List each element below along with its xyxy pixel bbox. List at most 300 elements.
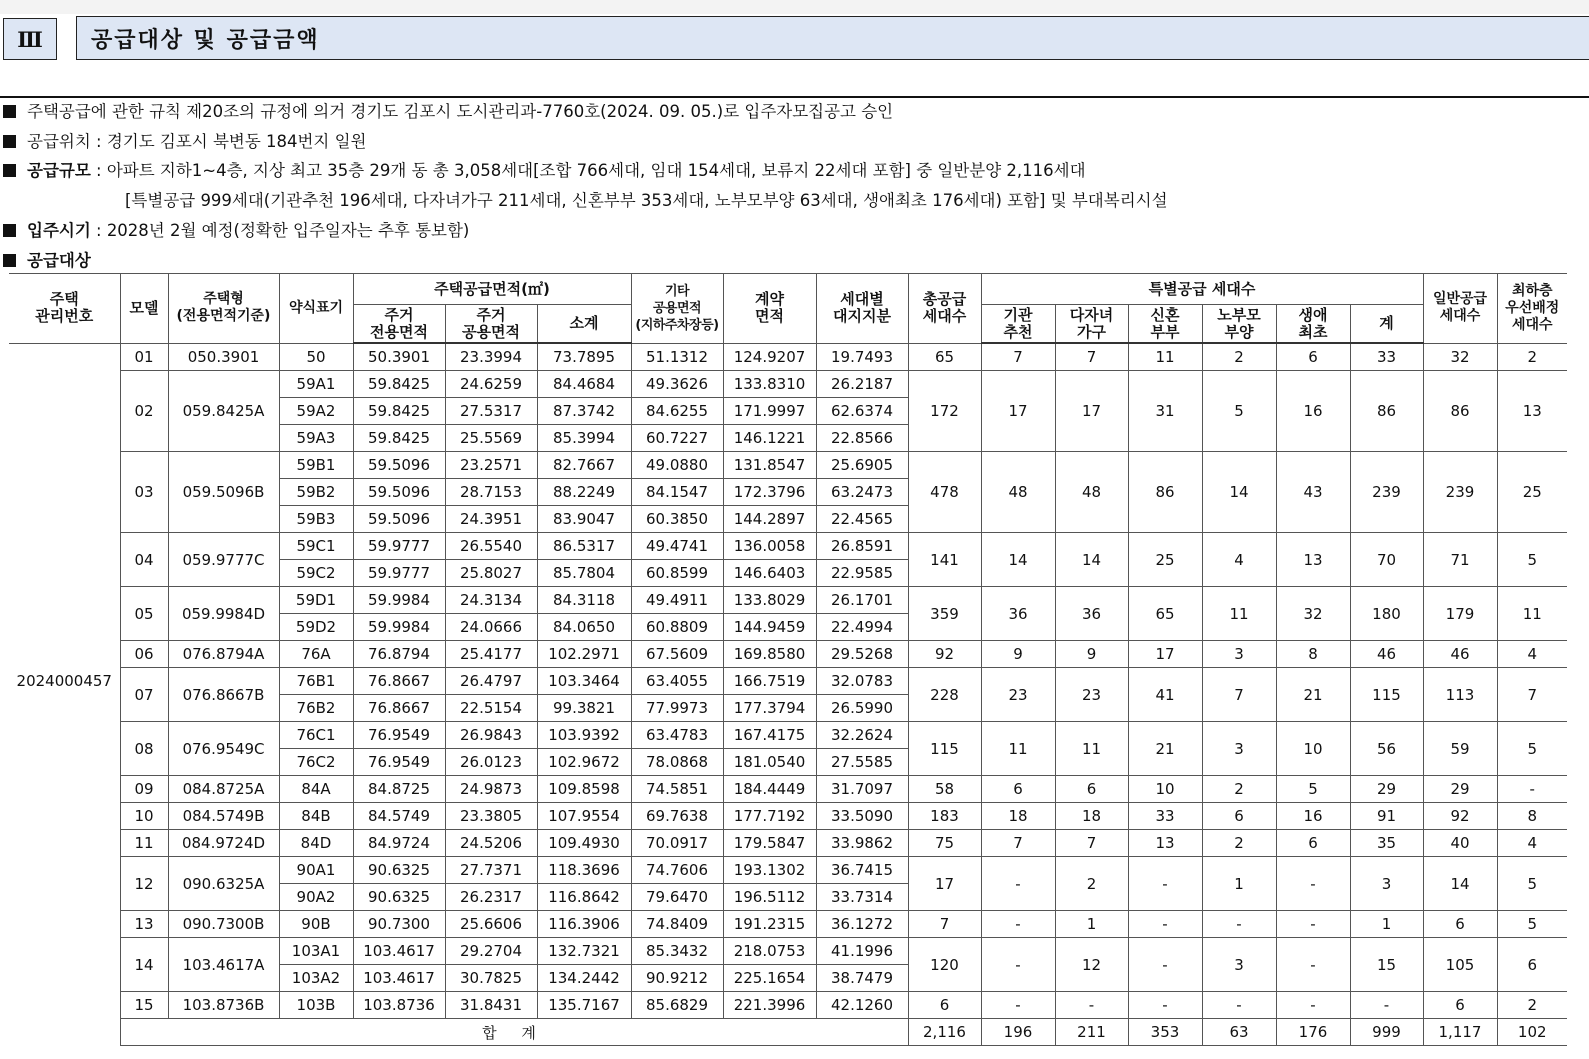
cell-subtotal: 103.9392 <box>537 722 631 749</box>
cell-newlywed: 86 <box>1128 452 1202 533</box>
cell-other-common: 49.0880 <box>631 452 723 479</box>
cell-short: 103A1 <box>279 938 353 965</box>
cell-exclusive: 76.9549 <box>353 722 445 749</box>
cell-common: 26.9843 <box>445 722 537 749</box>
note-supply-target: 공급대상 <box>3 246 1583 276</box>
cell-institution: 48 <box>981 452 1055 533</box>
cell-other-common: 67.5609 <box>631 641 723 668</box>
cell-total-units: 6 <box>908 992 981 1019</box>
cell-type: 084.5749B <box>168 803 279 830</box>
total-first-time: 176 <box>1276 1019 1350 1046</box>
cell-short: 90A1 <box>279 857 353 884</box>
cell-common: 23.3805 <box>445 803 537 830</box>
cell-contract-area: 181.0540 <box>723 749 816 776</box>
table-row <box>9 911 1567 938</box>
cell-exclusive: 76.9549 <box>353 749 445 776</box>
cell-total-units: 17 <box>908 857 981 911</box>
cell-common: 24.6259 <box>445 371 537 398</box>
cell-special-sum: 1 <box>1350 911 1423 938</box>
cell-common: 25.4177 <box>445 641 537 668</box>
cell-institution: 9 <box>981 641 1055 668</box>
cell-other-common: 74.7606 <box>631 857 723 884</box>
header-common: 주거 공용면적 <box>445 305 537 344</box>
cell-model: 04 <box>120 533 168 587</box>
table-row <box>9 371 1567 398</box>
total-newlywed: 353 <box>1128 1019 1202 1046</box>
cell-elderly: 1 <box>1202 857 1276 911</box>
cell-institution: 23 <box>981 668 1055 722</box>
bullet-square-icon <box>3 254 16 267</box>
cell-exclusive: 76.8667 <box>353 668 445 695</box>
cell-short: 76C2 <box>279 749 353 776</box>
cell-contract-area: 131.8547 <box>723 452 816 479</box>
cell-subtotal: 107.9554 <box>537 803 631 830</box>
header-elderly: 노부모 부양 <box>1202 305 1276 344</box>
cell-type: 076.9549C <box>168 722 279 776</box>
cell-model: 06 <box>120 641 168 668</box>
cell-contract-area: 171.9997 <box>723 398 816 425</box>
cell-common: 26.4797 <box>445 668 537 695</box>
cell-exclusive: 59.9984 <box>353 587 445 614</box>
cell-other-common: 63.4783 <box>631 722 723 749</box>
header-exclusive: 주거 전용면적 <box>353 305 445 344</box>
cell-land-share: 36.7415 <box>816 857 908 884</box>
cell-exclusive: 59.8425 <box>353 425 445 452</box>
table-row <box>9 830 1567 857</box>
cell-lowest-floor: 7 <box>1497 668 1567 722</box>
cell-subtotal: 135.7167 <box>537 992 631 1019</box>
cell-short: 103A2 <box>279 965 353 992</box>
cell-mgmt-number: 2024000457 <box>9 343 120 1019</box>
cell-subtotal: 85.3994 <box>537 425 631 452</box>
cell-common: 22.5154 <box>445 695 537 722</box>
cell-total-units: 478 <box>908 452 981 533</box>
cell-contract-area: 177.7192 <box>723 803 816 830</box>
table-row <box>9 722 1567 749</box>
cell-short: 76C1 <box>279 722 353 749</box>
cell-special-sum: 180 <box>1350 587 1423 641</box>
cell-multi-child: 23 <box>1055 668 1128 722</box>
cell-subtotal: 82.7667 <box>537 452 631 479</box>
cell-elderly: 7 <box>1202 668 1276 722</box>
cell-first-time: - <box>1276 992 1350 1019</box>
cell-subtotal: 87.3742 <box>537 398 631 425</box>
cell-other-common: 49.4741 <box>631 533 723 560</box>
cell-multi-child: 7 <box>1055 830 1128 857</box>
cell-contract-area: 179.5847 <box>723 830 816 857</box>
cell-other-common: 63.4055 <box>631 668 723 695</box>
cell-exclusive: 84.5749 <box>353 803 445 830</box>
cell-first-time: 13 <box>1276 533 1350 587</box>
supply-table <box>9 273 1567 1046</box>
cell-institution: 14 <box>981 533 1055 587</box>
notes-list <box>3 97 1583 275</box>
cell-newlywed: 31 <box>1128 371 1202 452</box>
header-newlywed: 신혼 부부 <box>1128 305 1202 344</box>
cell-general: 86 <box>1423 371 1497 452</box>
cell-special-sum: 56 <box>1350 722 1423 776</box>
cell-first-time: 21 <box>1276 668 1350 722</box>
cell-subtotal: 88.2249 <box>537 479 631 506</box>
cell-total-units: 115 <box>908 722 981 776</box>
cell-total-units: 120 <box>908 938 981 992</box>
cell-subtotal: 134.2442 <box>537 965 631 992</box>
cell-short: 59D2 <box>279 614 353 641</box>
cell-other-common: 85.6829 <box>631 992 723 1019</box>
cell-other-common: 84.1547 <box>631 479 723 506</box>
cell-newlywed: 41 <box>1128 668 1202 722</box>
note-scale: 공급규모 : 아파트 지하1~4층, 지상 최고 35층 29개 동 총 3,058세대[조합 766세대, 임대 154세대, 보류지 22세대 포함] 중 일반분양 2,116세대 <box>3 156 1583 186</box>
cell-elderly: 3 <box>1202 722 1276 776</box>
header-special-group: 특별공급 세대수 <box>981 274 1423 305</box>
cell-multi-child: 9 <box>1055 641 1128 668</box>
cell-model: 03 <box>120 452 168 533</box>
cell-land-share: 26.1701 <box>816 587 908 614</box>
cell-common: 29.2704 <box>445 938 537 965</box>
cell-multi-child: 36 <box>1055 587 1128 641</box>
cell-common: 27.5317 <box>445 398 537 425</box>
cell-exclusive: 59.5096 <box>353 479 445 506</box>
cell-land-share: 22.8566 <box>816 425 908 452</box>
cell-exclusive: 90.7300 <box>353 911 445 938</box>
cell-exclusive: 59.5096 <box>353 506 445 533</box>
cell-subtotal: 109.4930 <box>537 830 631 857</box>
cell-special-sum: 15 <box>1350 938 1423 992</box>
cell-contract-area: 169.8580 <box>723 641 816 668</box>
cell-general: 40 <box>1423 830 1497 857</box>
cell-type: 059.9777C <box>168 533 279 587</box>
cell-first-time: - <box>1276 938 1350 992</box>
cell-special-sum: 239 <box>1350 452 1423 533</box>
cell-common: 26.0123 <box>445 749 537 776</box>
cell-short: 90A2 <box>279 884 353 911</box>
cell-elderly: - <box>1202 992 1276 1019</box>
cell-lowest-floor: 6 <box>1497 938 1567 992</box>
cell-elderly: 6 <box>1202 803 1276 830</box>
total-units: 2,116 <box>908 1019 981 1046</box>
cell-lowest-floor: 2 <box>1497 343 1567 371</box>
cell-newlywed: - <box>1128 911 1202 938</box>
cell-type: 090.7300B <box>168 911 279 938</box>
cell-land-share: 33.7314 <box>816 884 908 911</box>
cell-special-sum: 33 <box>1350 343 1423 371</box>
cell-other-common: 49.3626 <box>631 371 723 398</box>
cell-first-time: 32 <box>1276 587 1350 641</box>
cell-short: 59D1 <box>279 587 353 614</box>
header-type: 주택형 (전용면적기준) <box>168 274 279 344</box>
cell-common: 24.3134 <box>445 587 537 614</box>
table-row <box>9 992 1567 1019</box>
cell-short: 59B3 <box>279 506 353 533</box>
cell-model: 13 <box>120 911 168 938</box>
cell-exclusive: 84.9724 <box>353 830 445 857</box>
cell-model: 09 <box>120 776 168 803</box>
cell-lowest-floor: 8 <box>1497 803 1567 830</box>
cell-multi-child: 48 <box>1055 452 1128 533</box>
cell-land-share: 36.1272 <box>816 911 908 938</box>
cell-total-units: 65 <box>908 343 981 371</box>
cell-subtotal: 84.0650 <box>537 614 631 641</box>
table-row <box>9 938 1567 965</box>
cell-other-common: 70.0917 <box>631 830 723 857</box>
cell-common: 23.2571 <box>445 452 537 479</box>
cell-land-share: 19.7493 <box>816 343 908 371</box>
cell-newlywed: 33 <box>1128 803 1202 830</box>
cell-newlywed: 13 <box>1128 830 1202 857</box>
cell-multi-child: 2 <box>1055 857 1128 911</box>
cell-first-time: 10 <box>1276 722 1350 776</box>
cell-land-share: 22.9585 <box>816 560 908 587</box>
cell-model: 10 <box>120 803 168 830</box>
header-institution: 기관 추천 <box>981 305 1055 344</box>
cell-other-common: 77.9973 <box>631 695 723 722</box>
header-short: 약식표기 <box>279 274 353 344</box>
cell-model: 05 <box>120 587 168 641</box>
cell-special-sum: - <box>1350 992 1423 1019</box>
cell-contract-area: 146.1221 <box>723 425 816 452</box>
cell-total-blank <box>9 1019 120 1046</box>
cell-short: 50 <box>279 343 353 371</box>
cell-first-time: 8 <box>1276 641 1350 668</box>
cell-short: 84B <box>279 803 353 830</box>
cell-contract-area: 166.7519 <box>723 668 816 695</box>
cell-contract-area: 124.9207 <box>723 343 816 371</box>
header-first-time: 생애 최초 <box>1276 305 1350 344</box>
cell-total-units: 228 <box>908 668 981 722</box>
cell-type: 050.3901 <box>168 343 279 371</box>
cell-institution: 7 <box>981 830 1055 857</box>
cell-elderly: 3 <box>1202 641 1276 668</box>
header-multi-child: 다자녀 가구 <box>1055 305 1128 344</box>
cell-other-common: 79.6470 <box>631 884 723 911</box>
cell-total-units: 58 <box>908 776 981 803</box>
cell-lowest-floor: 11 <box>1497 587 1567 641</box>
note-scale-continued: [특별공급 999세대(기관추천 196세대, 다자녀가구 211세대, 신혼부부 353세대, 노부모부양 63세대, 생애최초 176세대) 포함] 및 부대복리시설 <box>125 191 1168 211</box>
cell-common: 25.6606 <box>445 911 537 938</box>
cell-newlywed: 17 <box>1128 641 1202 668</box>
cell-total-units: 172 <box>908 371 981 452</box>
cell-subtotal: 102.2971 <box>537 641 631 668</box>
cell-first-time: 16 <box>1276 371 1350 452</box>
cell-institution: 18 <box>981 803 1055 830</box>
cell-common: 23.3994 <box>445 343 537 371</box>
header-area-group: 주택공급면적(㎡) <box>353 274 631 305</box>
cell-short: 59A1 <box>279 371 353 398</box>
cell-exclusive: 50.3901 <box>353 343 445 371</box>
cell-general: 6 <box>1423 992 1497 1019</box>
cell-institution: 6 <box>981 776 1055 803</box>
cell-contract-area: 196.5112 <box>723 884 816 911</box>
cell-other-common: 51.1312 <box>631 343 723 371</box>
cell-type: 076.8667B <box>168 668 279 722</box>
cell-model: 01 <box>120 343 168 371</box>
cell-subtotal: 84.4684 <box>537 371 631 398</box>
cell-general: 6 <box>1423 911 1497 938</box>
cell-other-common: 85.3432 <box>631 938 723 965</box>
cell-lowest-floor: 5 <box>1497 533 1567 587</box>
cell-contract-area: 146.6403 <box>723 560 816 587</box>
cell-newlywed: - <box>1128 857 1202 911</box>
cell-newlywed: 10 <box>1128 776 1202 803</box>
cell-subtotal: 102.9672 <box>537 749 631 776</box>
cell-newlywed: - <box>1128 938 1202 992</box>
header-lowest-floor: 최하층 우선배정 세대수 <box>1497 274 1567 344</box>
header-other-common: 기타 공용면적 (지하주차장등) <box>631 274 723 344</box>
cell-short: 59C2 <box>279 560 353 587</box>
cell-short: 59A3 <box>279 425 353 452</box>
cell-land-share: 62.6374 <box>816 398 908 425</box>
cell-short: 76B2 <box>279 695 353 722</box>
cell-total-units: 141 <box>908 533 981 587</box>
cell-common: 26.2317 <box>445 884 537 911</box>
cell-lowest-floor: 13 <box>1497 371 1567 452</box>
cell-contract-area: 184.4449 <box>723 776 816 803</box>
cell-general: 71 <box>1423 533 1497 587</box>
cell-type: 090.6325A <box>168 857 279 911</box>
cell-lowest-floor: 5 <box>1497 911 1567 938</box>
cell-exclusive: 59.5096 <box>353 452 445 479</box>
total-elderly: 63 <box>1202 1019 1276 1046</box>
total-multi-child: 211 <box>1055 1019 1128 1046</box>
header-total-units: 총공급 세대수 <box>908 274 981 344</box>
cell-type: 084.8725A <box>168 776 279 803</box>
cell-general: 239 <box>1423 452 1497 533</box>
cell-first-time: 43 <box>1276 452 1350 533</box>
cell-common: 24.3951 <box>445 506 537 533</box>
cell-general: 59 <box>1423 722 1497 776</box>
table-row <box>9 776 1567 803</box>
cell-type: 084.9724D <box>168 830 279 857</box>
cell-short: 103B <box>279 992 353 1019</box>
cell-contract-area: 133.8310 <box>723 371 816 398</box>
cell-institution: - <box>981 911 1055 938</box>
section-title: 공급대상 및 공급금액 <box>76 16 1589 60</box>
cell-short: 84D <box>279 830 353 857</box>
header-special-sum: 계 <box>1350 305 1423 344</box>
cell-model: 14 <box>120 938 168 992</box>
cell-elderly: - <box>1202 911 1276 938</box>
total-general: 1,117 <box>1423 1019 1497 1046</box>
cell-other-common: 78.0868 <box>631 749 723 776</box>
cell-special-sum: 91 <box>1350 803 1423 830</box>
cell-elderly: 3 <box>1202 938 1276 992</box>
cell-general: 105 <box>1423 938 1497 992</box>
cell-short: 59C1 <box>279 533 353 560</box>
cell-special-sum: 35 <box>1350 830 1423 857</box>
table-row <box>9 533 1567 560</box>
total-label: 합 계 <box>120 1019 908 1046</box>
note-approval: 주택공급에 관한 규칙 제20조의 규정에 의거 경기도 김포시 도시관리과-7760호(2024. 09. 05.)로 입주자모집공고 승인 <box>3 97 1583 127</box>
header-general: 일반공급 세대수 <box>1423 274 1497 344</box>
total-row <box>9 1019 1567 1046</box>
cell-model: 15 <box>120 992 168 1019</box>
table-row <box>9 343 1567 371</box>
cell-exclusive: 84.8725 <box>353 776 445 803</box>
cell-institution: 17 <box>981 371 1055 452</box>
cell-land-share: 33.9862 <box>816 830 908 857</box>
cell-land-share: 31.7097 <box>816 776 908 803</box>
cell-special-sum: 86 <box>1350 371 1423 452</box>
cell-multi-child: 11 <box>1055 722 1128 776</box>
cell-model: 08 <box>120 722 168 776</box>
cell-contract-area: 221.3996 <box>723 992 816 1019</box>
cell-type: 076.8794A <box>168 641 279 668</box>
cell-first-time: 5 <box>1276 776 1350 803</box>
cell-contract-area: 191.2315 <box>723 911 816 938</box>
cell-short: 59B1 <box>279 452 353 479</box>
table-row <box>9 587 1567 614</box>
cell-type: 059.5096B <box>168 452 279 533</box>
cell-lowest-floor: 5 <box>1497 857 1567 911</box>
cell-total-units: 183 <box>908 803 981 830</box>
note-location: 공급위치 : 경기도 김포시 북변동 184번지 일원 <box>3 127 1583 157</box>
cell-elderly: 11 <box>1202 587 1276 641</box>
cell-multi-child: 18 <box>1055 803 1128 830</box>
cell-subtotal: 99.3821 <box>537 695 631 722</box>
cell-exclusive: 103.4617 <box>353 938 445 965</box>
cell-exclusive: 59.9777 <box>353 533 445 560</box>
cell-multi-child: 6 <box>1055 776 1128 803</box>
cell-other-common: 74.5851 <box>631 776 723 803</box>
cell-land-share: 26.2187 <box>816 371 908 398</box>
cell-short: 84A <box>279 776 353 803</box>
cell-other-common: 60.7227 <box>631 425 723 452</box>
cell-common: 27.7371 <box>445 857 537 884</box>
cell-newlywed: 65 <box>1128 587 1202 641</box>
total-institution: 196 <box>981 1019 1055 1046</box>
cell-lowest-floor: 25 <box>1497 452 1567 533</box>
cell-first-time: - <box>1276 911 1350 938</box>
cell-land-share: 26.5990 <box>816 695 908 722</box>
note-move-in: 입주시기 : 2028년 2월 예정(정확한 입주일자는 추후 통보함) <box>3 216 1583 246</box>
cell-exclusive: 59.9777 <box>353 560 445 587</box>
cell-general: 113 <box>1423 668 1497 722</box>
cell-newlywed: 25 <box>1128 533 1202 587</box>
cell-multi-child: 1 <box>1055 911 1128 938</box>
cell-short: 76B1 <box>279 668 353 695</box>
cell-general: 179 <box>1423 587 1497 641</box>
header-subtotal: 소계 <box>537 305 631 344</box>
total-lowest-floor: 102 <box>1497 1019 1567 1046</box>
cell-elderly: 4 <box>1202 533 1276 587</box>
cell-lowest-floor: 2 <box>1497 992 1567 1019</box>
cell-lowest-floor: - <box>1497 776 1567 803</box>
cell-elderly: 2 <box>1202 776 1276 803</box>
cell-short: 90B <box>279 911 353 938</box>
cell-newlywed: 11 <box>1128 343 1202 371</box>
cell-total-units: 75 <box>908 830 981 857</box>
cell-other-common: 60.8599 <box>631 560 723 587</box>
cell-elderly: 2 <box>1202 830 1276 857</box>
cell-multi-child: 12 <box>1055 938 1128 992</box>
cell-contract-area: 193.1302 <box>723 857 816 884</box>
cell-common: 30.7825 <box>445 965 537 992</box>
cell-other-common: 74.8409 <box>631 911 723 938</box>
cell-exclusive: 103.4617 <box>353 965 445 992</box>
cell-special-sum: 70 <box>1350 533 1423 587</box>
cell-first-time: 16 <box>1276 803 1350 830</box>
cell-short: 76A <box>279 641 353 668</box>
cell-exclusive: 59.8425 <box>353 371 445 398</box>
header-contract-area: 계약 면적 <box>723 274 816 344</box>
cell-common: 31.8431 <box>445 992 537 1019</box>
cell-general: 14 <box>1423 857 1497 911</box>
cell-model: 12 <box>120 857 168 911</box>
cell-land-share: 41.1996 <box>816 938 908 965</box>
cell-exclusive: 76.8667 <box>353 695 445 722</box>
cell-land-share: 27.5585 <box>816 749 908 776</box>
table-row <box>9 803 1567 830</box>
